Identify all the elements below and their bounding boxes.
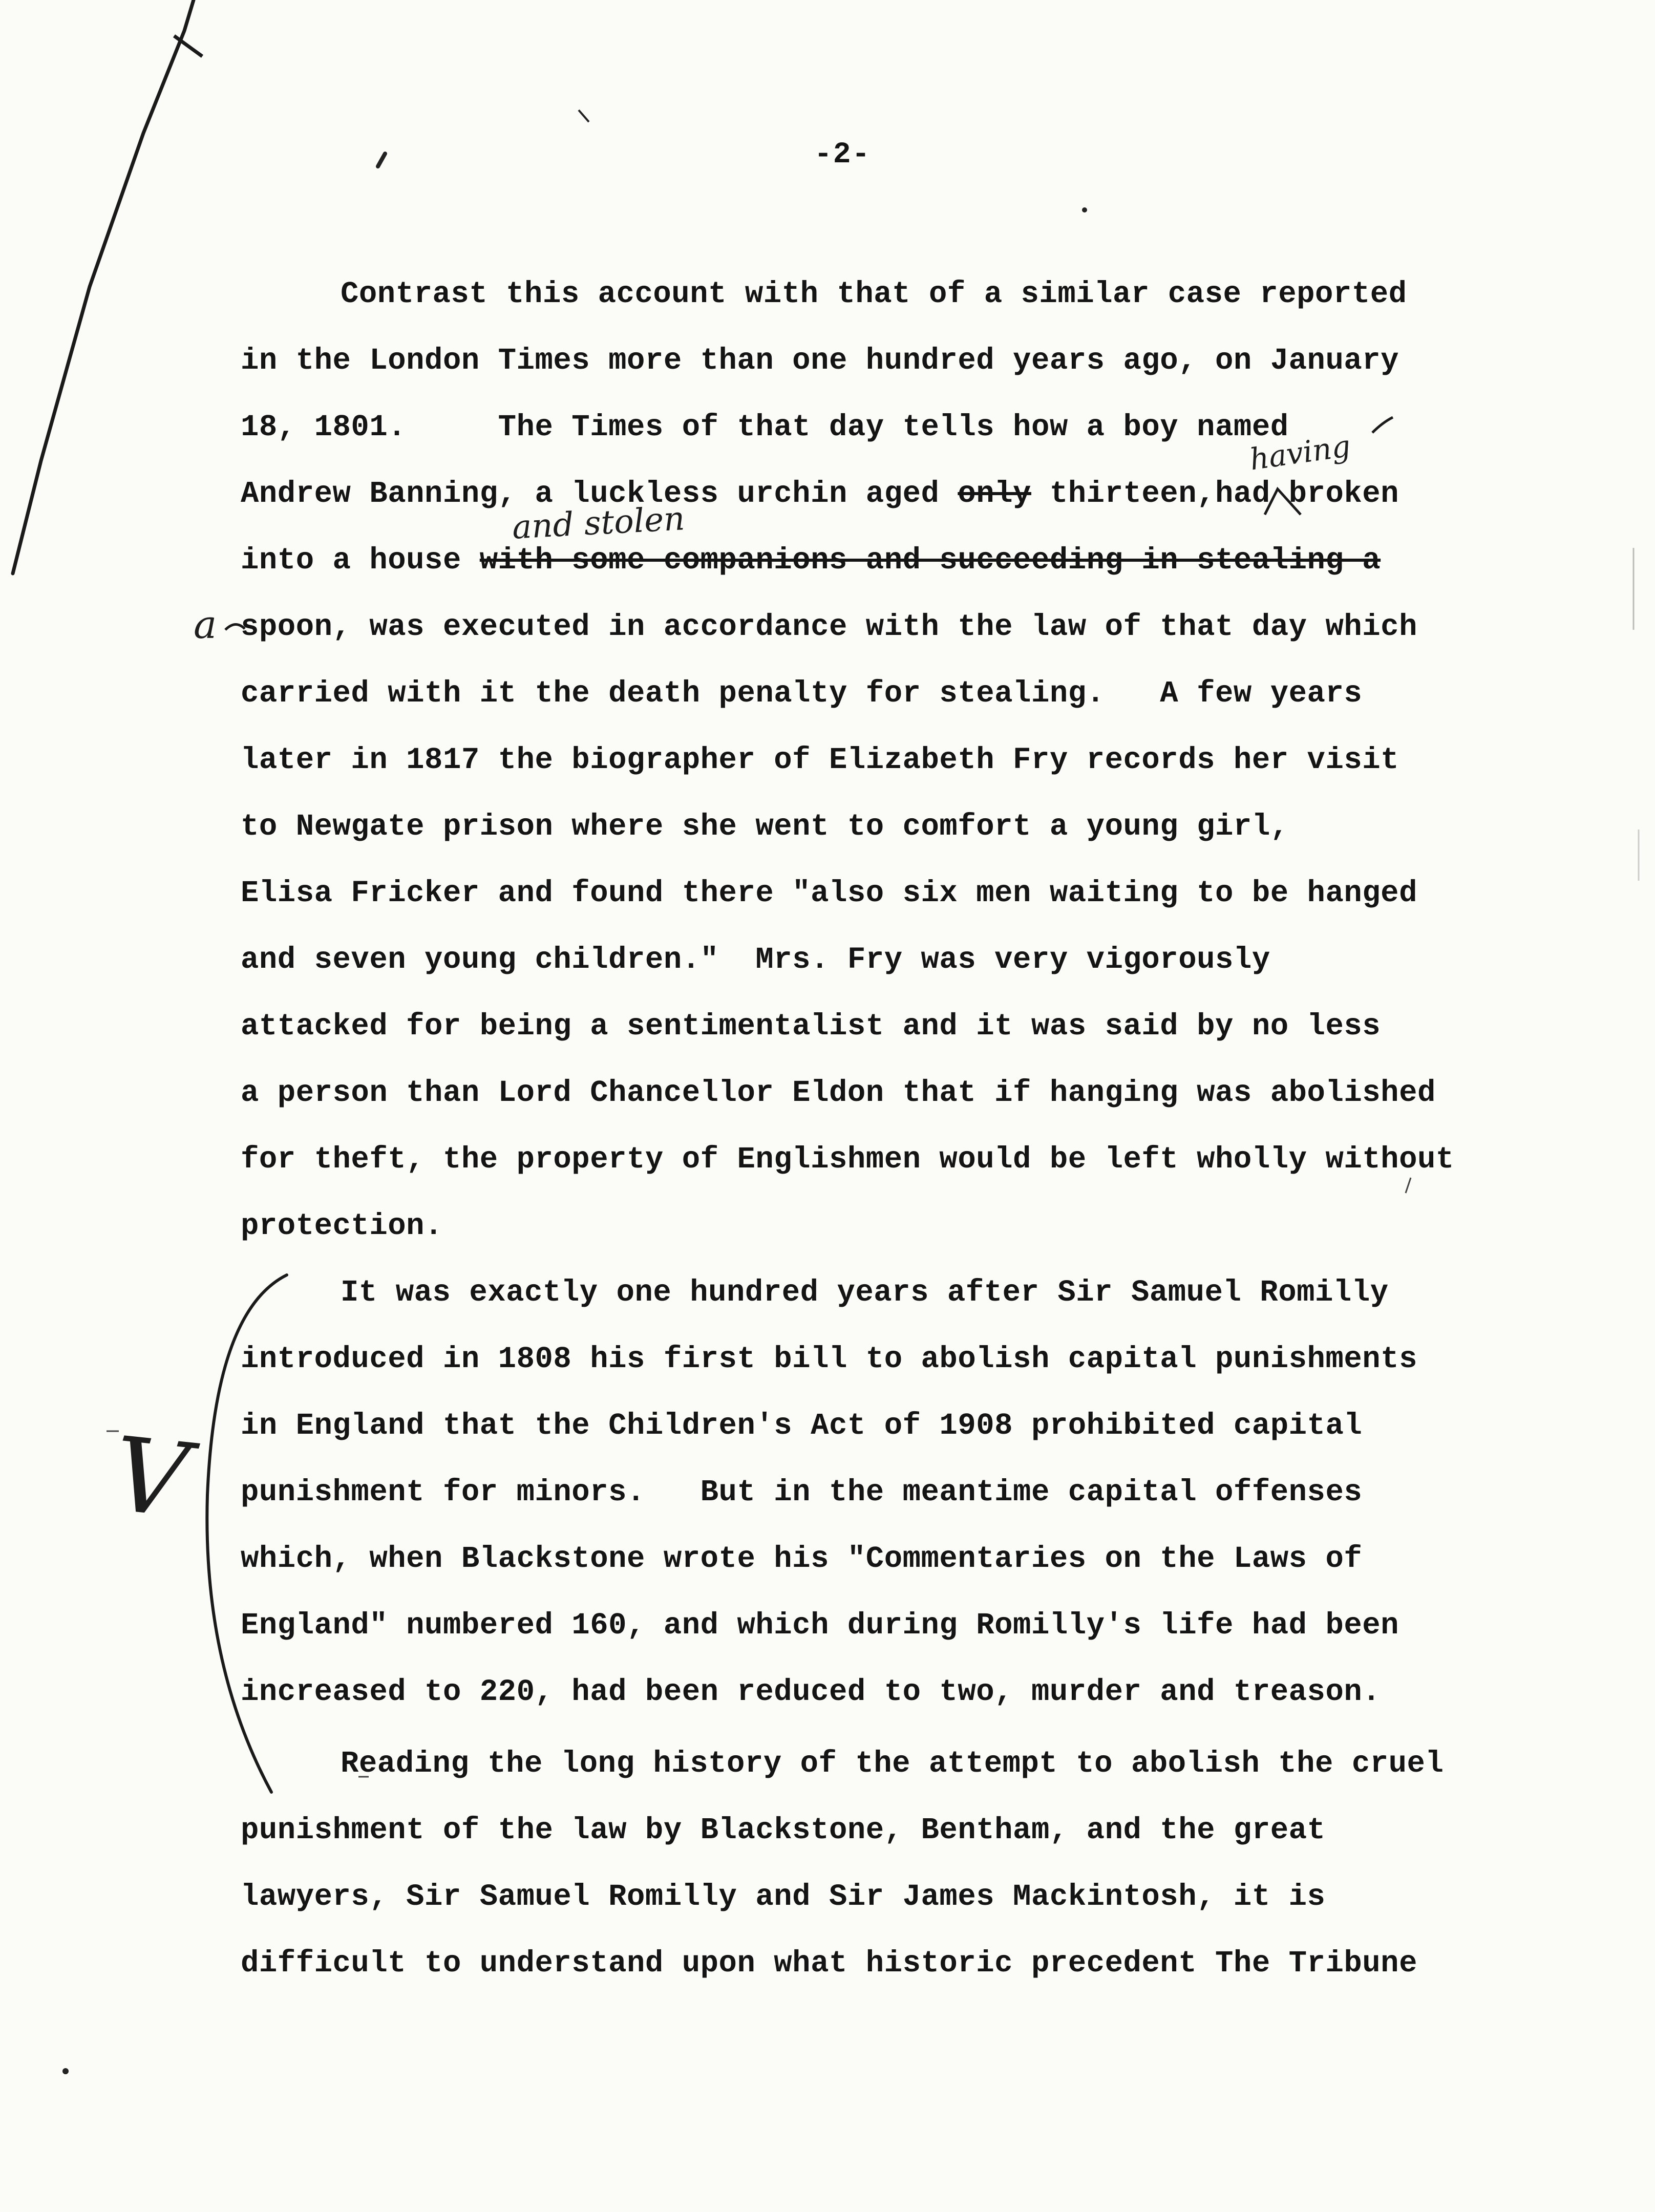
stray-mark bbox=[1406, 1178, 1411, 1193]
stray-dot bbox=[1082, 207, 1087, 212]
struck-word: only bbox=[958, 477, 1031, 511]
text-line: spoon, was executed in accordance with the law of that day which bbox=[241, 610, 1417, 644]
text-line: which, when Blackstone wrote his "Commentaries on the Laws of bbox=[241, 1542, 1363, 1576]
text-line: Elisa Fricker and found there "also six men waiting to be hanged bbox=[241, 876, 1417, 910]
handwritten-insertion: and stolen bbox=[511, 500, 686, 547]
text-line: It was exactly one hundred years after Sir Samuel Romilly bbox=[341, 1275, 1389, 1310]
text-line: and seven young children." Mrs. Fry was very vigorously bbox=[241, 943, 1270, 977]
insertion-hook bbox=[225, 624, 245, 630]
text-line: in England that the Children's Act of 1908 prohibited capital bbox=[241, 1409, 1363, 1443]
text-line: carried with it the death penalty for stealing. A few years bbox=[241, 676, 1363, 711]
text-line: Reading the long history of the attempt to abolish the cruel bbox=[341, 1747, 1444, 1781]
text-line: 18, 1801. The Times of that day tells how a boy named bbox=[241, 410, 1289, 444]
text-line: protection. bbox=[241, 1209, 443, 1243]
insertion-caret bbox=[1265, 489, 1301, 515]
text-line: for theft, the property of Englishmen would be left wholly without bbox=[241, 1142, 1454, 1177]
text-line: increased to 220, had been reduced to two, murder and treason. bbox=[241, 1675, 1381, 1709]
text-line: introduced in 1808 his first bill to abolish capital punishments bbox=[241, 1342, 1417, 1376]
text-line: in the London Times more than one hundred years ago, on January bbox=[241, 344, 1399, 378]
text-line: England" numbered 160, and which during Romilly's life had been bbox=[241, 1608, 1399, 1643]
handwritten-margin-check: V bbox=[108, 1415, 194, 1541]
struck-phrase: with some companions and succeeding in stealing a bbox=[479, 543, 1381, 578]
margin-stroke bbox=[13, 0, 194, 573]
margin-bracket bbox=[207, 1275, 287, 1792]
text-line: later in 1817 the biographer of Elizabeth Fry records her visit bbox=[241, 743, 1399, 777]
text-line: attacked for being a sentimentalist and it was said by no less bbox=[241, 1009, 1381, 1044]
insertion-caret bbox=[1372, 417, 1393, 433]
text-line: punishment of the law by Blackstone, Bentham, and the great bbox=[241, 1813, 1326, 1847]
text-line: a person than Lord Chancellor Eldon that if hanging was abolished bbox=[241, 1076, 1436, 1110]
stray-mark bbox=[378, 154, 385, 166]
handwritten-insertion: having bbox=[1247, 428, 1353, 477]
text-segment: into a house bbox=[241, 543, 461, 578]
text-segment: Andrew Banning, a luckless urchin aged bbox=[241, 477, 940, 511]
handwritten-margin-note: a bbox=[194, 602, 217, 647]
text-line: punishment for minors. But in the meantime capital offenses bbox=[241, 1475, 1363, 1509]
stray-dot bbox=[62, 2068, 69, 2074]
text-line: to Newgate prison where she went to comfort a young girl, bbox=[241, 810, 1289, 844]
page-number: -2- bbox=[814, 138, 871, 172]
text-line: lawyers, Sir Samuel Romilly and Sir James Mackintosh, it is bbox=[241, 1880, 1326, 1914]
text-segment: thirteen,had broken bbox=[1031, 477, 1399, 511]
text-line: difficult to understand upon what historic precedent The Tribune bbox=[241, 1946, 1417, 1981]
stray-mark bbox=[579, 110, 589, 122]
text-line: Contrast this account with that of a similar case reported bbox=[341, 277, 1407, 311]
